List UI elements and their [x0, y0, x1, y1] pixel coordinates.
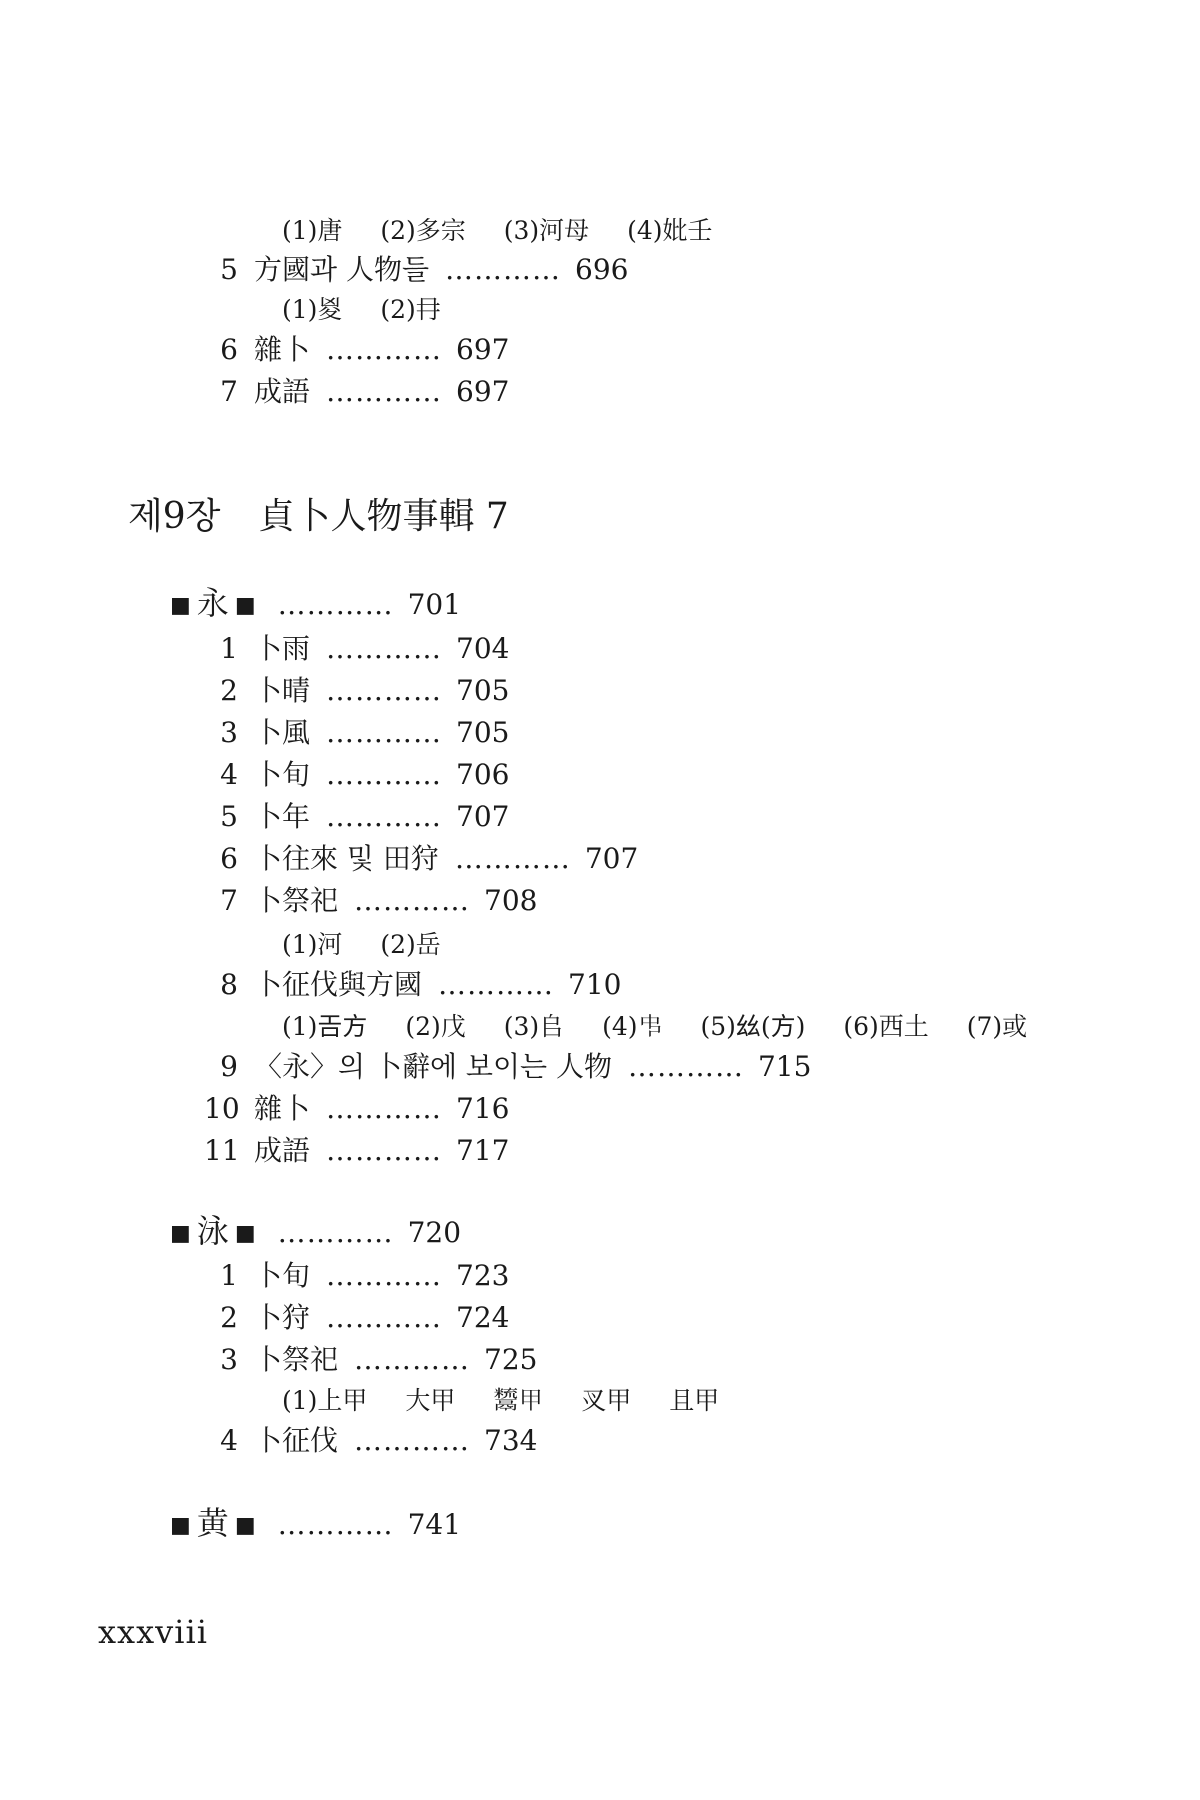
- entry-number: 6: [220, 333, 238, 366]
- toc-entry: [204, 253, 628, 287]
- entry-title: 卜風: [254, 716, 311, 749]
- entry-page: 697: [456, 375, 510, 408]
- dot-leader: …………: [354, 884, 471, 917]
- subitem: (1)河: [282, 930, 343, 959]
- dot-leader: …………: [326, 1134, 443, 1167]
- subitems-row: [282, 1384, 749, 1418]
- entry-page: 717: [456, 1134, 510, 1167]
- dot-leader: …………: [326, 674, 443, 707]
- subitem: (3)𠂤: [503, 1012, 565, 1041]
- dot-leader: …………: [354, 1343, 471, 1376]
- dot-leader: …………: [326, 375, 443, 408]
- subitems-row: [282, 293, 471, 327]
- entry-title: 卜旬: [254, 1259, 311, 1292]
- entry-title: 卜年: [254, 800, 311, 833]
- entry-title: 方國과 人物들: [254, 253, 429, 286]
- subitem: (1)𢀛方: [282, 1012, 368, 1041]
- entry-number: 5: [220, 253, 238, 286]
- subitems-row: [282, 1010, 1057, 1044]
- bullet-square: ■: [170, 1221, 191, 1246]
- toc-entry: [204, 1092, 509, 1126]
- entry-title: 卜祭祀: [254, 1343, 339, 1376]
- section-heading: [164, 586, 461, 625]
- entry-number: 6: [220, 842, 238, 875]
- entry-title: 卜晴: [254, 674, 311, 707]
- entry-title: 〈永〉의 卜辭에 보이는 人物: [254, 1050, 612, 1083]
- toc-entry: [204, 1050, 811, 1084]
- subitem: (2)多宗: [380, 216, 466, 245]
- entry-page: 707: [456, 800, 510, 833]
- entry-number: 7: [220, 884, 238, 917]
- entry-page: 696: [575, 253, 629, 286]
- bullet-square: ■: [234, 593, 256, 618]
- entry-page: 705: [456, 716, 510, 749]
- toc-entry: [204, 632, 509, 666]
- dot-leader: …………: [326, 632, 443, 665]
- entry-title: 卜雨: [254, 632, 311, 665]
- subitem: 㕚甲: [581, 1386, 632, 1415]
- entry-page: 708: [484, 884, 538, 917]
- entry-number: 4: [220, 1424, 238, 1457]
- subitem: (6)西土: [843, 1012, 929, 1041]
- page-number: xxxviii: [98, 1613, 208, 1651]
- entry-number: 3: [220, 716, 238, 749]
- dot-leader: …………: [326, 800, 443, 833]
- entry-title: 卜征伐與方國: [254, 968, 423, 1001]
- subitems-row: [282, 928, 471, 962]
- entry-title: 雜卜: [254, 333, 311, 366]
- toc-entry: [204, 1301, 509, 1335]
- subitem: (4)𠁧: [602, 1012, 663, 1041]
- dot-leader: …………: [326, 1259, 443, 1292]
- dot-leader: …………: [326, 758, 443, 791]
- subitem: (5)𢆶(方): [700, 1012, 806, 1041]
- dot-leader: …………: [454, 842, 571, 875]
- section-heading: [164, 1214, 461, 1253]
- dot-leader: …………: [326, 1092, 443, 1125]
- subitem: (7)或: [966, 1012, 1028, 1041]
- entry-title: 成語: [254, 375, 311, 408]
- entry-page: 715: [757, 1050, 812, 1083]
- subitem: (2)戊: [405, 1012, 466, 1041]
- entry-page: 723: [456, 1259, 510, 1292]
- dot-leader: …………: [277, 1508, 394, 1541]
- dot-leader: …………: [277, 588, 394, 621]
- entry-page: 707: [584, 842, 639, 875]
- entry-page: 724: [456, 1301, 510, 1334]
- subitem: (2)冄: [380, 295, 441, 324]
- section-page: 701: [407, 588, 462, 621]
- bullet-square: ■: [234, 1513, 256, 1538]
- dot-leader: …………: [354, 1424, 471, 1457]
- subitem: (1)㚇: [282, 295, 343, 324]
- toc-entry: [204, 842, 638, 876]
- entry-page: 704: [456, 632, 510, 665]
- entry-title: 卜往來 및 田狩: [254, 842, 439, 875]
- section-name: 泳: [196, 1212, 229, 1250]
- entry-title: 卜旬: [254, 758, 311, 791]
- subitem: (2)岳: [380, 930, 441, 959]
- entry-number: 2: [220, 674, 238, 707]
- dot-leader: …………: [627, 1050, 744, 1083]
- entry-page: 706: [456, 758, 510, 791]
- entry-number: 11: [204, 1134, 240, 1167]
- toc-entry: [204, 758, 509, 792]
- subitem: (4)妣壬: [627, 216, 713, 245]
- bullet-square: ■: [170, 593, 191, 618]
- entry-page: 716: [456, 1092, 510, 1125]
- entry-title: 雜卜: [254, 1092, 311, 1125]
- entry-page: 697: [456, 333, 510, 366]
- section-page: 741: [407, 1508, 462, 1541]
- toc-entry: [204, 1343, 537, 1377]
- bullet-square: ■: [234, 1221, 256, 1246]
- chapter-heading: [128, 495, 509, 539]
- toc-entry: [204, 716, 509, 750]
- entry-number: 1: [220, 632, 238, 665]
- toc-entry: [204, 674, 509, 708]
- section-name: 永: [196, 584, 229, 622]
- toc-entry: [204, 800, 509, 834]
- entry-page: 734: [484, 1424, 538, 1457]
- chapter-title: 貞卜人物事輯 7: [258, 496, 509, 537]
- entry-page: 705: [456, 674, 510, 707]
- chapter-label: 제9장: [128, 496, 221, 537]
- subitem: 𩱙甲: [493, 1386, 544, 1415]
- entry-number: 8: [220, 968, 238, 1001]
- subitem: 且甲: [669, 1386, 720, 1415]
- dot-leader: …………: [438, 968, 555, 1001]
- subitems-row: [282, 214, 743, 248]
- dot-leader: …………: [326, 716, 443, 749]
- toc-entry: [204, 1424, 537, 1458]
- toc-entry: [204, 884, 537, 918]
- entry-number: 2: [220, 1301, 238, 1334]
- entry-number: 5: [220, 800, 238, 833]
- bullet-square: ■: [170, 1513, 191, 1538]
- toc-entry: [204, 375, 509, 409]
- dot-leader: …………: [326, 333, 443, 366]
- toc-entry: [204, 1134, 509, 1168]
- entry-page: 725: [484, 1343, 538, 1376]
- subitem: (1)上甲: [282, 1386, 368, 1415]
- entry-number: 7: [220, 375, 238, 408]
- dot-leader: …………: [445, 253, 561, 286]
- subitem: (3)河母: [503, 216, 590, 245]
- toc-entry: [204, 333, 509, 367]
- toc-entry: [204, 968, 621, 1002]
- subitem: (1)唐: [282, 216, 343, 245]
- entry-title: 卜征伐: [254, 1424, 339, 1457]
- entry-title: 卜狩: [254, 1301, 311, 1334]
- entry-number: 10: [204, 1092, 240, 1125]
- subitem: 大甲: [405, 1386, 456, 1415]
- dot-leader: …………: [326, 1301, 443, 1334]
- toc-entry: [204, 1259, 509, 1293]
- entry-number: 1: [220, 1259, 238, 1292]
- entry-title: 成語: [254, 1134, 311, 1167]
- dot-leader: …………: [277, 1216, 394, 1249]
- entry-number: 4: [220, 758, 238, 791]
- section-name: 黄: [196, 1504, 229, 1542]
- entry-title: 卜祭祀: [254, 884, 339, 917]
- entry-number: 9: [220, 1050, 238, 1083]
- section-heading: [164, 1506, 461, 1545]
- entry-number: 3: [220, 1343, 238, 1376]
- entry-page: 710: [568, 968, 622, 1001]
- section-page: 720: [407, 1216, 462, 1249]
